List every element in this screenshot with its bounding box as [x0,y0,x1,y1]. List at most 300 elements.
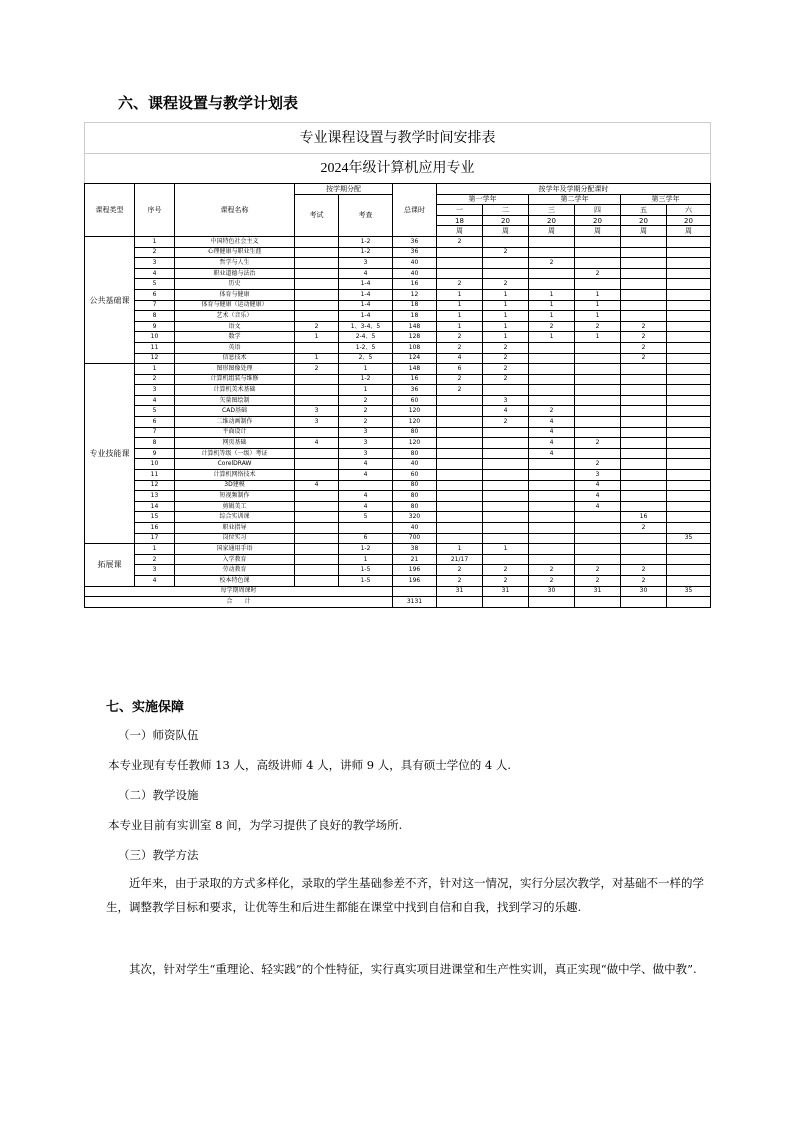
header-total-hours: 总课时 [393,184,437,237]
table-row [85,311,711,322]
sem1-cell: 6 [437,364,483,375]
weekly-hours-value: 30 [529,586,575,597]
seq-cell: 6 [135,417,175,428]
total-hours-cell: 40 [393,523,437,534]
header-semester: 四 [575,205,621,216]
table-row [85,533,711,544]
sem5-cell: 16 [621,512,667,523]
total-hours-cell: 40 [393,258,437,269]
seq-cell: 5 [135,406,175,417]
sem5-cell [621,470,667,481]
check-cell: 2、5 [339,353,393,364]
sem2-cell: 2 [483,565,529,576]
header-assessment: 按学期分配 [295,184,393,195]
sem3-cell [529,491,575,502]
course-category: 拓展课 [85,544,135,586]
table-row [85,364,711,375]
seq-cell: 8 [135,311,175,322]
exam-cell: 4 [295,438,339,449]
seq-cell: 10 [135,332,175,343]
sem3-cell [529,554,575,565]
sem4-cell: 1 [575,311,621,322]
sem3-cell: 4 [529,438,575,449]
header-semester: 一 [437,205,483,216]
sem5-cell [621,279,667,290]
seq-cell: 16 [135,523,175,534]
sem6-cell [667,364,711,375]
sem5-cell [621,258,667,269]
table-row [85,448,711,459]
sem4-cell: 1 [575,289,621,300]
check-cell: 1-5 [339,575,393,586]
sem5-cell [621,480,667,491]
check-cell: 1-2 [339,374,393,385]
section-heading-7: 七、实施保障 [106,700,185,715]
sem5-cell: 2 [621,523,667,534]
sem2-cell [483,385,529,396]
total-hours-cell: 120 [393,406,437,417]
check-cell: 1 [339,385,393,396]
seq-cell: 6 [135,289,175,300]
sem1-cell: 1 [437,289,483,300]
exam-cell [295,501,339,512]
sem4-cell [575,247,621,258]
header-seq: 序号 [135,184,175,237]
sem4-cell: 2 [575,575,621,586]
exam-cell: 2 [295,321,339,332]
check-cell [339,480,393,491]
total-hours-cell: 148 [393,364,437,375]
total-label: 合 计 [85,597,393,608]
course-name-cell: 信息技术 [175,353,295,364]
course-name-cell: 英语 [175,342,295,353]
sem6-cell [667,353,711,364]
exam-cell [295,523,339,534]
seq-cell: 5 [135,279,175,290]
sem2-cell: 2 [483,364,529,375]
sem2-cell [483,554,529,565]
exam-cell [295,258,339,269]
sem5-cell [621,438,667,449]
check-cell: 5 [339,512,393,523]
sem3-cell [529,459,575,470]
weekly-hours-value: 31 [483,586,529,597]
sem2-cell: 2 [483,353,529,364]
sem6-cell [667,438,711,449]
exam-cell [295,512,339,523]
course-name-cell: 心理健康与职业生涯 [175,247,295,258]
sem6-cell [667,247,711,258]
sem4-cell: 4 [575,501,621,512]
sem4-cell [575,406,621,417]
total-hours-cell: 16 [393,279,437,290]
table-row [85,332,711,343]
sem4-cell: 2 [575,321,621,332]
check-cell: 1-4 [339,300,393,311]
exam-cell [295,385,339,396]
course-name-cell: 短视频制作 [175,491,295,502]
header-course-name: 课程名称 [175,184,295,237]
course-name-cell: 计算机美术基础 [175,385,295,396]
total-hours-cell: 38 [393,544,437,555]
sem4-cell: 2 [575,565,621,576]
total-blank [667,597,711,608]
sem5-cell [621,533,667,544]
sem2-cell: 2 [483,374,529,385]
course-name-cell: 综合实训课 [175,512,295,523]
sem4-cell [575,554,621,565]
sem2-cell [483,258,529,269]
total-hours-cell: 40 [393,459,437,470]
check-cell: 2 [339,395,393,406]
total-hours-cell: 148 [393,321,437,332]
sem6-cell [667,565,711,576]
course-name-cell: 平面设计 [175,427,295,438]
sem6-cell [667,512,711,523]
total-hours-cell: 196 [393,565,437,576]
check-cell: 1-2、5 [339,342,393,353]
table-row [85,268,711,279]
check-cell: 6 [339,533,393,544]
sem6-cell [667,374,711,385]
sem1-cell [437,512,483,523]
sem1-cell [437,268,483,279]
course-name-cell: 计算机组装与维修 [175,374,295,385]
sem5-cell [621,300,667,311]
exam-cell: 4 [295,480,339,491]
sem6-cell [667,575,711,586]
sem3-cell [529,501,575,512]
sem1-cell: 2 [437,279,483,290]
sem4-cell [575,395,621,406]
sem5-cell [621,289,667,300]
sem1-cell: 2 [437,575,483,586]
sem3-cell [529,353,575,364]
exam-cell [295,279,339,290]
table-row [85,258,711,269]
course-name-cell: 图形图像处理 [175,364,295,375]
sem5-cell [621,311,667,322]
sem3-cell [529,512,575,523]
sem6-cell [667,332,711,343]
sem6-cell [667,448,711,459]
table-row [85,374,711,385]
course-name-cell: 艺术（音乐） [175,311,295,322]
sem1-cell: 1 [437,311,483,322]
exam-cell [295,459,339,470]
check-cell: 2 [339,417,393,428]
sem4-cell [575,523,621,534]
sem1-cell [437,427,483,438]
total-hours-cell: 18 [393,300,437,311]
table-row [85,395,711,406]
sem4-cell [575,364,621,375]
seq-cell: 9 [135,448,175,459]
sem1-cell: 2 [437,236,483,247]
total-hours-cell: 124 [393,353,437,364]
total-hours-cell: 16 [393,374,437,385]
total-hours-cell: 18 [393,311,437,322]
total-value: 3131 [393,597,437,608]
total-hours-cell: 36 [393,236,437,247]
sem2-cell: 1 [483,544,529,555]
check-cell: 3 [339,438,393,449]
seq-cell: 2 [135,554,175,565]
sem4-cell [575,353,621,364]
exam-cell [295,247,339,258]
sem6-cell [667,417,711,428]
exam-cell [295,565,339,576]
sem5-cell [621,236,667,247]
course-name-cell: 体育与健康（运动健康） [175,300,295,311]
sem5-cell [621,247,667,258]
table-subtitle: 2024年级计算机应用专业 [84,153,711,184]
sem1-cell: 2 [437,374,483,385]
header-semester: 三 [529,205,575,216]
total-hours-cell: 21 [393,554,437,565]
seq-cell: 3 [135,385,175,396]
seq-cell: 2 [135,247,175,258]
check-cell: 2 [339,406,393,417]
check-cell: 4 [339,501,393,512]
sem3-cell: 2 [529,321,575,332]
sem2-cell: 3 [483,395,529,406]
check-cell: 4 [339,470,393,481]
sem5-cell [621,544,667,555]
table-row [85,459,711,470]
seq-cell: 3 [135,258,175,269]
exam-cell [295,448,339,459]
seq-cell: 14 [135,501,175,512]
table-row [85,417,711,428]
sem3-cell: 4 [529,417,575,428]
seq-cell: 1 [135,544,175,555]
paragraph-methods-2: 其次，针对学生“重理论、轻实践”的个性特征，实行真实项目进课堂和生产性实训，真正实现“做中学、做中教”. [129,962,697,976]
sem6-cell [667,311,711,322]
sem2-cell [483,470,529,481]
sem3-cell: 4 [529,448,575,459]
sem1-cell: 1 [437,321,483,332]
total-hours-cell: 36 [393,385,437,396]
sem1-cell [437,438,483,449]
table-row [85,480,711,491]
sem1-cell [437,258,483,269]
sem5-cell [621,491,667,502]
course-category: 专业技能课 [85,364,135,544]
table-row [85,523,711,534]
header-week-unit: 周 [529,226,575,237]
check-cell: 1、3-4、5 [339,321,393,332]
check-cell: 3 [339,427,393,438]
seq-cell: 7 [135,427,175,438]
sem5-cell: 2 [621,321,667,332]
sem4-cell [575,448,621,459]
seq-cell: 17 [135,533,175,544]
header-weeks: 20 [621,215,667,226]
sem2-cell [483,512,529,523]
sem2-cell [483,533,529,544]
sem1-cell [437,417,483,428]
sem1-cell [437,523,483,534]
sem6-cell [667,480,711,491]
course-name-cell: CAD基础 [175,406,295,417]
section-heading-6: 六、课程设置与教学计划表 [118,94,299,112]
total-hours-cell: 60 [393,470,437,481]
sem6-cell [667,289,711,300]
table-row [85,279,711,290]
course-name-cell: 剪辑美工 [175,501,295,512]
sem5-cell: 2 [621,575,667,586]
exam-cell [295,289,339,300]
sem4-cell [575,279,621,290]
table-row [85,406,711,417]
sem4-cell: 1 [575,300,621,311]
sem1-cell [437,459,483,470]
sem5-cell [621,459,667,470]
check-cell: 3 [339,258,393,269]
sem6-cell [667,268,711,279]
sem4-cell: 2 [575,438,621,449]
sem6-cell [667,321,711,332]
paragraph-facilities: 本专业目前有实训室 8 间，为学习提供了良好的教学场所. [108,818,403,832]
sem6-cell [667,554,711,565]
header-weeks: 20 [575,215,621,226]
sem4-cell: 4 [575,491,621,502]
total-hours-cell: 128 [393,332,437,343]
sem6-cell [667,523,711,534]
seq-cell: 4 [135,395,175,406]
total-hours-cell: 320 [393,512,437,523]
sem3-cell [529,279,575,290]
check-cell [339,523,393,534]
sem2-cell [483,480,529,491]
check-cell: 1 [339,364,393,375]
sem1-cell [437,533,483,544]
header-week-unit: 周 [621,226,667,237]
sem1-cell [437,406,483,417]
header-semester: 五 [621,205,667,216]
weekly-hours-value: 31 [437,586,483,597]
sem3-cell [529,385,575,396]
subheading-facilities: （二）教学设施 [118,788,199,802]
course-name-cell: 体育与健康 [175,289,295,300]
total-blank [621,597,667,608]
course-name-cell: 入学教育 [175,554,295,565]
check-cell: 1-2 [339,236,393,247]
seq-cell: 3 [135,565,175,576]
total-hours-cell: 80 [393,480,437,491]
check-cell: 1-2 [339,247,393,258]
header-weeks: 20 [529,215,575,226]
table-row [85,491,711,502]
sem6-cell [667,342,711,353]
course-name-cell: 岗位实习 [175,533,295,544]
subheading-faculty: （一）师资队伍 [118,728,199,742]
header-weeks: 20 [667,215,711,226]
sem2-cell [483,236,529,247]
sem1-cell [437,491,483,502]
header-week-unit: 周 [483,226,529,237]
sem6-cell [667,385,711,396]
sem2-cell [483,427,529,438]
sem2-cell: 1 [483,300,529,311]
sem3-cell [529,374,575,385]
course-name-cell: 二维动画制作 [175,417,295,428]
sem1-cell [437,480,483,491]
sem4-cell [575,544,621,555]
exam-cell [295,342,339,353]
exam-cell [295,544,339,555]
check-cell: 4 [339,268,393,279]
paragraph-methods-1: 近年来，由于录取的方式多样化，录取的学生基础参差不齐，针对这一情况，实行分层次教学，对基础不一样的学生，调整教学目标和要求，让优等生和后进生都能在课堂中找到自信和自我，找到学习的乐趣. [106,876,704,914]
sem2-cell [483,501,529,512]
table-row [85,385,711,396]
subheading-methods: （三）教学方法 [118,848,199,862]
sem2-cell: 2 [483,279,529,290]
table-row [85,544,711,555]
sem4-cell [575,427,621,438]
header-week-unit: 周 [667,226,711,237]
header-semester: 二 [483,205,529,216]
total-hours-cell: 80 [393,501,437,512]
sem5-cell [621,448,667,459]
sem6-cell [667,236,711,247]
sem2-cell: 1 [483,321,529,332]
sem4-cell: 3 [575,470,621,481]
seq-cell: 13 [135,491,175,502]
sem5-cell [621,395,667,406]
header-week-unit: 周 [437,226,483,237]
sem5-cell: 2 [621,353,667,364]
course-name-cell: 校本特色课 [175,575,295,586]
sem6-cell [667,395,711,406]
sem3-cell [529,533,575,544]
seq-cell: 4 [135,268,175,279]
sem3-cell [529,395,575,406]
table-row [85,438,711,449]
sem3-cell: 1 [529,300,575,311]
sem6-cell [667,300,711,311]
check-cell: 1-5 [339,565,393,576]
exam-cell: 1 [295,332,339,343]
sem6-cell [667,501,711,512]
total-hours-cell: 60 [393,395,437,406]
check-cell: 1-4 [339,311,393,322]
sem3-cell [529,480,575,491]
sem4-cell [575,236,621,247]
header-year3: 第三学年 [621,194,711,205]
sem5-cell [621,374,667,385]
sem2-cell [483,448,529,459]
course-plan-table [84,183,711,608]
sem3-cell: 2 [529,406,575,417]
header-week-unit: 周 [575,226,621,237]
exam-cell [295,311,339,322]
seq-cell: 11 [135,470,175,481]
sem4-cell [575,385,621,396]
sem1-cell [437,395,483,406]
course-name-cell: 语文 [175,321,295,332]
check-cell: 1-4 [339,279,393,290]
sem6-cell: 35 [667,533,711,544]
course-name-cell: 职业道德与法治 [175,268,295,279]
seq-cell: 4 [135,575,175,586]
header-year1: 第一学年 [437,194,529,205]
sem6-cell [667,544,711,555]
sem3-cell: 2 [529,575,575,586]
sem3-cell [529,470,575,481]
total-hours-cell: 80 [393,427,437,438]
